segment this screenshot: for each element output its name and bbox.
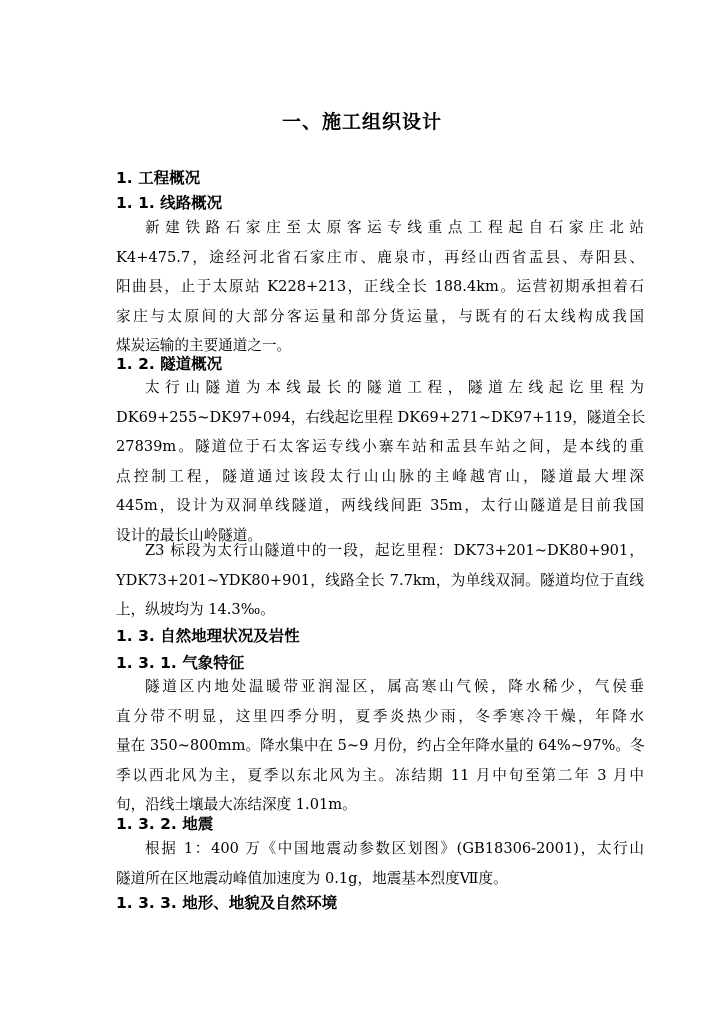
text-line: 煤炭运输的主要通道之一。: [116, 337, 292, 355]
heading-1-3: 1. 3. 自然地理状况及岩性: [116, 627, 300, 645]
heading-1-3-1: 1. 3. 1. 气象特征: [116, 654, 245, 672]
paragraph-earthquake: [116, 834, 644, 893]
text-line: YDK73+201~YDK80+901，线路全长 7.7km，为单线双洞。隧道均位于直线: [116, 571, 644, 589]
paragraph-line-overview: [116, 213, 644, 361]
paragraph-tunnel-overview: [116, 373, 644, 551]
paragraph-z3-section: [116, 536, 644, 625]
heading-1-3-2: 1. 3. 2. 地震: [116, 815, 214, 833]
heading-1: 1. 工程概况: [116, 169, 201, 187]
text-line: 家庄与太原间的大部分客运量和部分货运量，与既有的石太线构成我国: [116, 307, 644, 325]
paragraph-climate: [116, 672, 644, 820]
heading-1-1: 1. 1. 线路概况: [116, 194, 223, 212]
text-line: 上，纵坡均为 14.3‰。: [116, 601, 275, 619]
text-line: 点控制工程，隧道通过该段太行山山脉的主峰越宵山，隧道最大埋深: [116, 467, 644, 485]
text-line: 新建铁路石家庄至太原客运专线重点工程起自石家庄北站: [145, 219, 644, 236]
text-line: 太行山隧道为本线最长的隧道工程，隧道左线起讫里程为: [145, 379, 644, 396]
text-line: 旬，沿线土壤最大冻结深度 1.01m。: [116, 796, 357, 814]
text-line: 27839m。隧道位于石太客运专线小寨车站和盂县车站之间，是本线的重: [116, 438, 644, 456]
text-line: Z3 标段为太行山隧道中的一段，起讫里程：DK73+201~DK80+901，: [145, 542, 644, 559]
text-line: 设计的最长山岭隧道。: [116, 526, 262, 544]
text-line: DK69+255~DK97+094，右线起讫里程 DK69+271~DK97+119，隧道全长: [116, 408, 646, 426]
text-line: 根据 1：400 万《中国地震动参数区划图》(GB18306-2001)，太行山: [145, 840, 644, 857]
text-line: 直分带不明显，这里四季分明，夏季炎热少雨，冬季寒冷干燥，年降水: [116, 707, 644, 725]
text-line: 隧道所在区地震动峰值加速度为 0.1g，地震基本烈度Ⅶ度。: [116, 869, 508, 887]
text-line: 445m，设计为双洞单线隧道，两线线间距 35m，太行山隧道是目前我国: [116, 497, 644, 515]
text-line: K4+475.7，途经河北省石家庄市、鹿泉市，再经山西省盂县、寿阳县、: [116, 248, 644, 266]
text-line: 季以西北风为主，夏季以东北风为主。冻结期 11 月中旬至第二年 3 月中: [116, 766, 644, 784]
text-line: 阳曲县，止于太原站 K228+213，正线全长 188.4km。运营初期承担着石: [116, 278, 644, 296]
text-line: 量在 350~800mm。降水集中在 5~9 月份，约占全年降水量的 64%~97%。冬: [116, 737, 645, 755]
text-line: 隧道区内地处温暖带亚润湿区，属高寒山气候，降水稀少，气侯垂: [145, 678, 644, 695]
heading-1-2: 1. 2. 隧道概况: [116, 355, 223, 373]
heading-1-3-3: 1. 3. 3. 地形、地貌及自然环境: [116, 894, 338, 912]
page-title: 一、施工组织设计: [281, 111, 442, 133]
